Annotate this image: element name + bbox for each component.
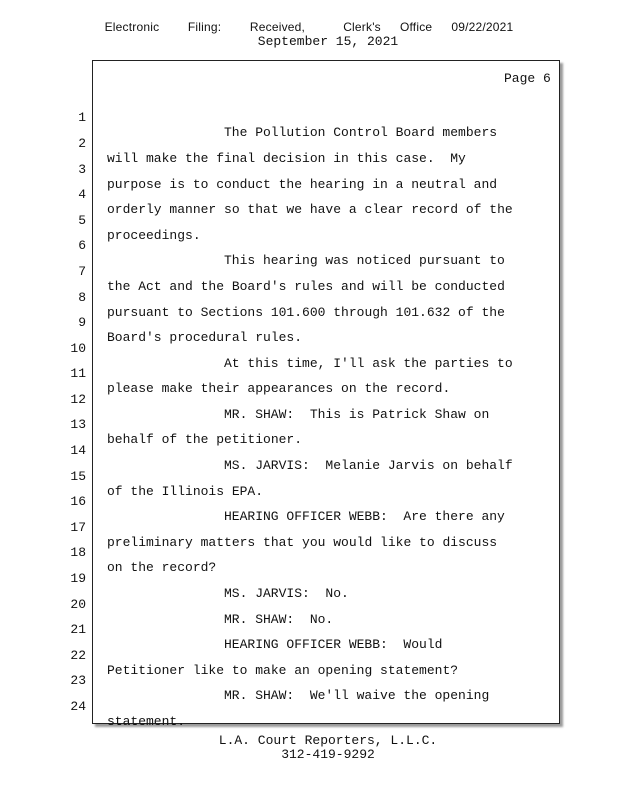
line-number: 5 xyxy=(78,213,86,228)
transcript-line xyxy=(0,633,618,678)
transcript-line xyxy=(0,530,618,575)
line-text: orderly manner so that we have a clear record of the xyxy=(107,202,513,217)
line-text: At this time, I'll ask the parties to xyxy=(224,356,513,371)
transcript-line xyxy=(0,300,618,345)
transcript-line xyxy=(0,684,618,729)
transcript-line xyxy=(0,454,618,499)
transcript-line xyxy=(0,658,618,703)
line-text: behalf of the petitioner. xyxy=(107,432,303,447)
transcript-line xyxy=(0,198,618,243)
line-text: purpose is to conduct the hearing in a neutral and xyxy=(107,177,498,192)
line-number: 2 xyxy=(78,136,86,151)
line-text: HEARING OFFICER WEBB: Are there any xyxy=(224,509,505,524)
transcript-line xyxy=(0,428,618,473)
transcript-line xyxy=(0,95,618,140)
line-number: 4 xyxy=(78,187,86,202)
line-number: 24 xyxy=(70,699,86,714)
transcript-line xyxy=(0,402,618,447)
line-number: 14 xyxy=(70,443,86,458)
line-text: Petitioner like to make an opening statement? xyxy=(107,663,459,678)
transcript-line xyxy=(0,172,618,217)
line-number: 7 xyxy=(78,264,86,279)
line-number: 11 xyxy=(70,366,86,381)
transcript-line xyxy=(0,147,618,192)
line-text: will make the final decision in this case. My xyxy=(107,151,466,166)
transcript-line xyxy=(0,479,618,524)
line-number: 3 xyxy=(78,162,86,177)
line-text: on the record? xyxy=(107,560,217,575)
transcript-line xyxy=(0,505,618,550)
line-text: pursuant to Sections 101.600 through 101.632 of the xyxy=(107,305,505,320)
line-text: the Act and the Board's rules and will be conducted xyxy=(107,279,505,294)
line-number: 22 xyxy=(70,648,86,663)
line-text: MR. SHAW: This is Patrick Shaw on xyxy=(224,407,490,422)
transcript-line xyxy=(0,377,618,422)
line-text: This hearing was noticed pursuant to xyxy=(224,253,505,268)
transcript-line xyxy=(0,351,618,396)
transcript-line xyxy=(0,607,618,652)
line-number: 23 xyxy=(70,673,86,688)
footer-company: L.A. Court Reporters, L.L.C. xyxy=(218,733,438,748)
transcript-line xyxy=(0,582,618,627)
line-text: Board's procedural rules. xyxy=(107,330,303,345)
line-number: 19 xyxy=(70,571,86,586)
transcript-line xyxy=(0,223,618,268)
transcript-line xyxy=(0,556,618,601)
line-text: The Pollution Control Board members xyxy=(224,125,498,140)
line-text: MR. SHAW: No. xyxy=(224,612,334,627)
line-number: 15 xyxy=(70,469,86,484)
line-number: 8 xyxy=(78,290,86,305)
line-text: preliminary matters that you would like to discuss xyxy=(107,535,498,550)
line-number: 16 xyxy=(70,494,86,509)
line-number: 13 xyxy=(70,417,86,432)
line-number: 18 xyxy=(70,545,86,560)
line-text: MR. SHAW: We'll waive the opening xyxy=(224,688,490,703)
transcript-line xyxy=(0,121,618,166)
transcript-line xyxy=(0,326,618,371)
page-label: Page 6 xyxy=(504,71,551,86)
line-text: of the Illinois EPA. xyxy=(107,484,264,499)
transcript-date: September 15, 2021 xyxy=(257,34,399,49)
transcript-line xyxy=(0,249,618,294)
line-number: 20 xyxy=(70,597,86,612)
line-number: 17 xyxy=(70,520,86,535)
filing-stamp: Electronic Filing: Received, Clerk's Office 09/22/2021 xyxy=(104,20,514,34)
line-number: 1 xyxy=(78,110,86,125)
line-text: proceedings. xyxy=(107,228,201,243)
footer-phone: 312-419-9292 xyxy=(281,747,375,762)
line-number: 6 xyxy=(78,238,86,253)
line-number: 10 xyxy=(70,341,86,356)
line-text: HEARING OFFICER WEBB: Would xyxy=(224,637,443,652)
line-number: 9 xyxy=(78,315,86,330)
line-text: MS. JARVIS: No. xyxy=(224,586,349,601)
line-number: 21 xyxy=(70,622,86,637)
line-text: MS. JARVIS: Melanie Jarvis on behalf xyxy=(224,458,513,473)
line-text: statement. xyxy=(107,714,186,729)
line-number: 12 xyxy=(70,392,86,407)
line-text: please make their appearances on the record. xyxy=(107,381,451,396)
transcript-line xyxy=(0,275,618,320)
